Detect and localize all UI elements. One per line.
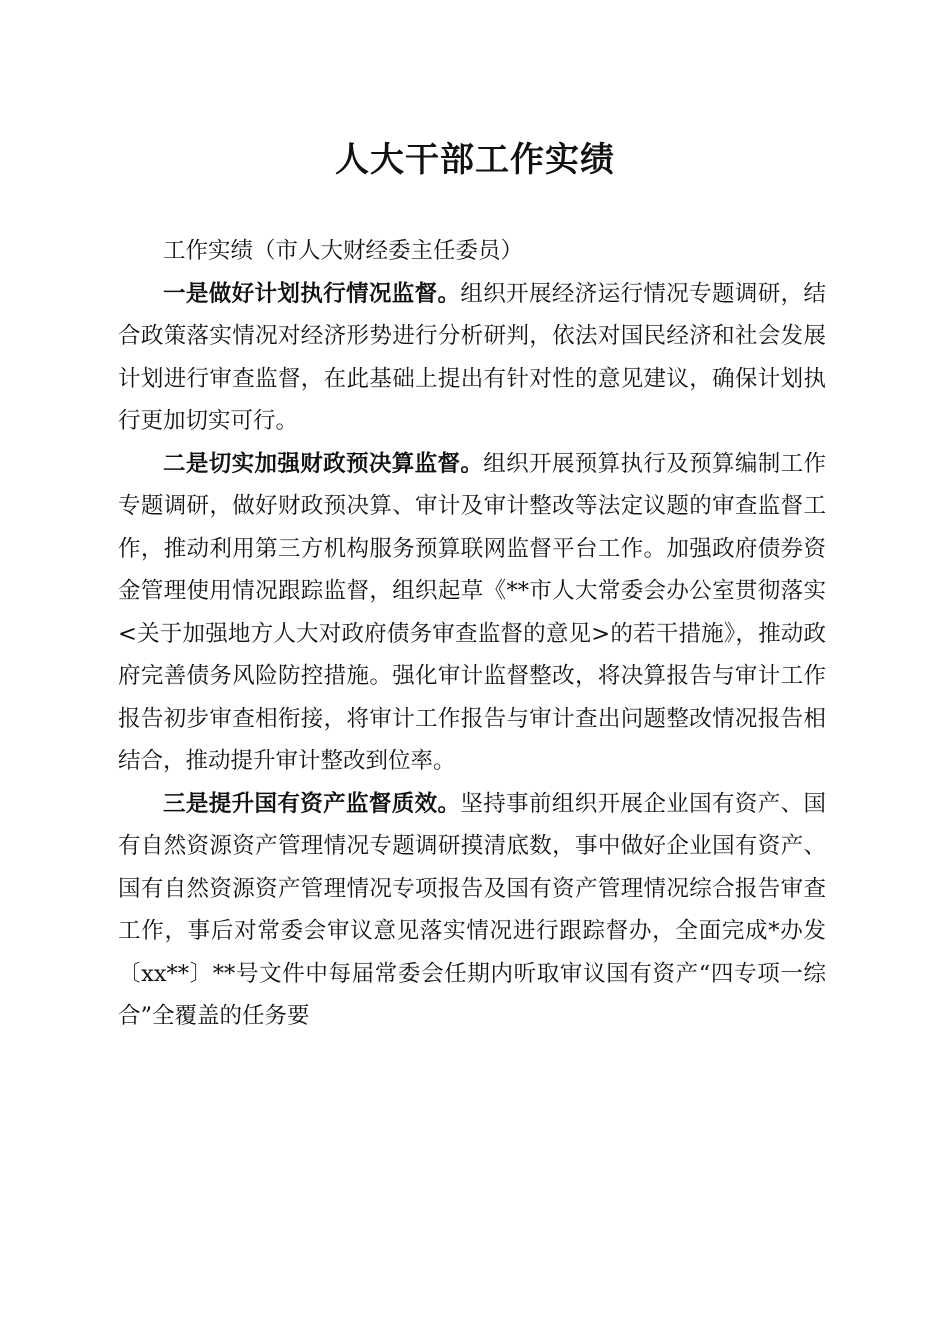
document-subtitle: 工作实绩（市人大财经委主任委员） <box>163 238 524 264</box>
paragraph-lead: 一是做好计划执行情况监督。 <box>163 280 461 307</box>
paragraph-text: 组织开展预算执行及预算编制工作专题调研，做好财政预决算、审计及审计整改等法定议题的审查监督工作，推动利用第三方机构服务预算联网监督平台工作。加强政府债券资金管理使用情况跟踪监督，组织起草《**市人大常委会办公室贯彻落实<关于加强地方人大对政府债务审查监督的意见>的若干措施》，推动政府完善债务风险防控措施。强化审计监督整改，将决算报告与审计工作报告初步审查相衔接，将审计工作报告与审计查出问题整改情况报告相结合，推动提升审计整改到位率。 <box>118 450 826 774</box>
paragraph-lead: 三是提升国有资产监督质效。 <box>163 790 461 817</box>
document-title: 人大干部工作实绩 <box>335 140 615 180</box>
document-body <box>118 230 826 1038</box>
paragraph-lead: 二是切实加强财政预决算监督。 <box>163 450 484 477</box>
paragraph-plan-supervision <box>118 273 826 443</box>
paragraph-state-assets-supervision <box>118 783 826 1038</box>
paragraph-budget-supervision <box>118 443 826 783</box>
paragraph-text: 坚持事前组织开展企业国有资产、国有自然资源资产管理情况专题调研摸清底数，事中做好企业国有资产、国有自然资源资产管理情况专项报告及国有资产管理情况综合报告审查工作，事后对常委会审议意见落实情况进行跟踪督办，全面完成*办发〔xx**〕**号文件中每届常委会任期内听取审议国有资产“四专项一综合”全覆盖的任务要 <box>118 790 826 1029</box>
paragraph-text: 组织开展经济运行情况专题调研，结合政策落实情况对经济形势进行分析研判，依法对国民经济和社会发展计划进行审查监督，在此基础上提出有针对性的意见建议，确保计划执行更加切实可行。 <box>118 280 826 434</box>
